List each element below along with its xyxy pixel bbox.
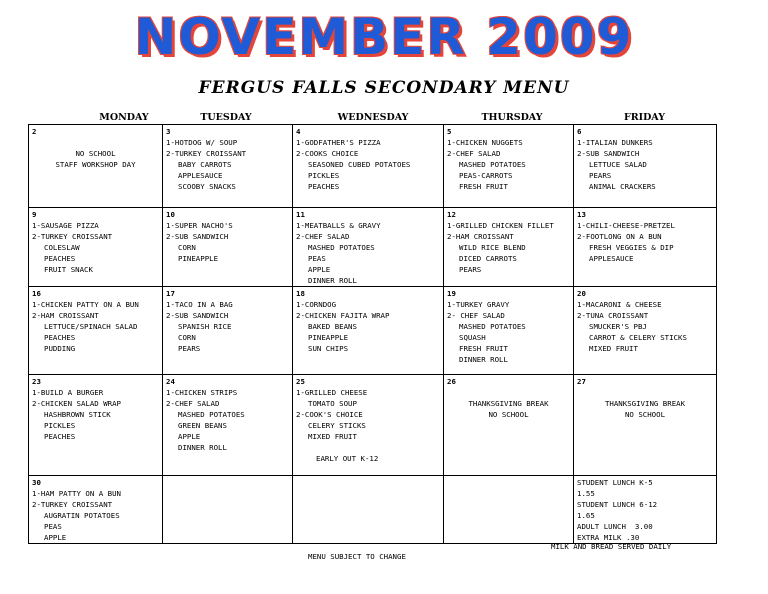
menu-option: 2-HAM CROISSANT — [32, 311, 99, 320]
menu-option: 2-TURKEY CROISSANT — [32, 500, 113, 509]
menu-side: PEARS — [178, 344, 201, 353]
menu-option: STUDENT LUNCH K-5 — [577, 478, 653, 487]
menu-side: PEAS — [44, 522, 62, 531]
menu-side: COLESLAW — [44, 243, 80, 252]
menu-side: FRESH VEGGIES & DIP — [589, 243, 674, 252]
early-out-note: EARLY OUT K-12 — [316, 454, 379, 463]
menu-side: MASHED POTATOES — [178, 410, 245, 419]
menu-option: EXTRA MILK .30 — [577, 533, 640, 542]
menu-side: PINEAPPLE — [308, 333, 349, 342]
menu-side: HASHBROWN STICK — [44, 410, 111, 419]
menu-side: FRESH FRUIT — [459, 344, 508, 353]
date-number: 20 — [577, 289, 586, 298]
day-cell — [163, 375, 293, 476]
menu-side: MASHED POTATOES — [308, 243, 375, 252]
date-number: 11 — [296, 210, 305, 219]
menu-option: 1-CHICKEN STRIPS — [166, 388, 238, 397]
menu-option: 2-CHICKEN SALAD WRAP — [32, 399, 121, 408]
date-number: 25 — [296, 377, 305, 386]
menu-side: SEASONED CUBED POTATOES — [308, 160, 411, 169]
menu-option: 1-SAUSAGE PIZZA — [32, 221, 99, 230]
menu-side: SQUASH — [459, 333, 486, 342]
menu-option: 2-CHEF SALAD — [166, 399, 220, 408]
menu-option: STUDENT LUNCH 6-12 — [577, 500, 658, 509]
menu-option: 1-HAM PATTY ON A BUN — [32, 489, 121, 498]
menu-option: 2-CHICKEN FAJITA WRAP — [296, 311, 390, 320]
menu-change-note: MENU SUBJECT TO CHANGE — [308, 552, 406, 561]
menu-side: APPLE — [178, 432, 201, 441]
day-cell — [444, 125, 574, 208]
date-number: 27 — [577, 377, 586, 386]
menu-side: LETTUCE SALAD — [589, 160, 647, 169]
date-number: 9 — [32, 210, 37, 219]
menu-option: 1-GRILLED CHEESE — [296, 388, 368, 397]
day-cell — [444, 287, 574, 375]
menu-option: ADULT LUNCH 3.00 — [577, 522, 653, 531]
day-cell — [444, 375, 574, 476]
menu-option: 1-TACO IN A BAG — [166, 300, 233, 309]
day-header-friday: FRIDAY — [623, 112, 665, 123]
menu-subtitle: FERGUS FALLS SECONDARY MENU — [198, 78, 570, 98]
menu-side: MASHED POTATOES — [459, 322, 526, 331]
menu-option: 1-TURKEY GRAVY — [447, 300, 510, 309]
date-number: 26 — [447, 377, 456, 386]
day-cell — [163, 287, 293, 375]
day-cell — [574, 208, 717, 287]
page-title: NOVEMBER 2009 — [134, 8, 634, 66]
date-number: 24 — [166, 377, 175, 386]
date-number: 30 — [32, 478, 41, 487]
day-cell — [444, 208, 574, 287]
menu-side: MASHED POTATOES — [459, 160, 526, 169]
menu-option: 2-TURKEY CROISSANT — [32, 232, 113, 241]
menu-side: CORN — [178, 333, 196, 342]
date-number: 5 — [447, 127, 452, 136]
menu-side: DICED CARROTS — [459, 254, 517, 263]
date-number: 23 — [32, 377, 41, 386]
day-cell — [574, 125, 717, 208]
menu-side: DINNER ROLL — [308, 276, 357, 285]
day-cell — [574, 476, 717, 544]
menu-side: SCOOBY SNACKS — [178, 182, 236, 191]
menu-side: BABY CARROTS — [178, 160, 232, 169]
menu-side: BAKED BEANS — [308, 322, 357, 331]
menu-side: PEACHES — [44, 254, 76, 263]
menu-option: 2-COOK'S CHOICE — [296, 410, 363, 419]
date-number: 16 — [32, 289, 41, 298]
menu-option: 1-HOTDOG W/ SOUP — [166, 138, 238, 147]
menu-side: PEACHES — [308, 182, 340, 191]
menu-option: 2-TUNA CROISSANT — [577, 311, 649, 320]
menu-side: MIXED FRUIT — [308, 432, 357, 441]
day-cell — [29, 287, 163, 375]
date-number: 10 — [166, 210, 175, 219]
week-row — [29, 287, 717, 375]
menu-option: 1-MACARONI & CHEESE — [577, 300, 662, 309]
menu-side: AUGRATIN POTATOES — [44, 511, 120, 520]
menu-side: APPLESAUCE — [589, 254, 634, 263]
day-cell — [293, 476, 444, 544]
day-header-thursday: THURSDAY — [481, 112, 543, 123]
menu-option: 1-CORNDOG — [296, 300, 337, 309]
date-number: 3 — [166, 127, 171, 136]
day-header-wednesday: WEDNESDAY — [337, 112, 409, 123]
day-header-monday: MONDAY — [99, 112, 149, 123]
menu-option: 2-SUB SANDWICH — [166, 311, 229, 320]
menu-option: 1-CHICKEN NUGGETS — [447, 138, 523, 147]
day-cell — [29, 476, 163, 544]
menu-side: SUN CHIPS — [308, 344, 349, 353]
menu-option: 1-GODFATHER'S PIZZA — [296, 138, 381, 147]
menu-option: 1-CHICKEN PATTY ON A BUN — [32, 300, 139, 309]
menu-option: 1-CHILI-CHEESE-PRETZEL — [577, 221, 675, 230]
menu-side: PEAS-CARROTS — [459, 171, 513, 180]
date-number: 2 — [32, 127, 37, 136]
day-cell — [293, 287, 444, 375]
week-row — [29, 125, 717, 208]
menu-option: 1.65 — [577, 511, 595, 520]
menu-side: CORN — [178, 243, 196, 252]
day-cell — [444, 476, 574, 544]
day-cell — [29, 125, 163, 208]
day-cell — [293, 125, 444, 208]
menu-side: CELERY STICKS — [308, 421, 366, 430]
week-row — [29, 208, 717, 287]
date-number: 18 — [296, 289, 305, 298]
day-cell — [29, 208, 163, 287]
menu-option: 1-GRILLED CHICKEN FILLET — [447, 221, 554, 230]
day-cell — [574, 287, 717, 375]
week-row — [29, 375, 717, 476]
menu-option: 2-CHEF SALAD — [296, 232, 350, 241]
menu-option: 1-ITALIAN DUNKERS — [577, 138, 653, 147]
day-cell — [163, 208, 293, 287]
day-notice: NO SCHOOL — [624, 410, 666, 419]
day-notice: THANKSGIVING BREAK — [468, 399, 549, 408]
menu-side: APPLE — [44, 533, 67, 542]
date-number: 4 — [296, 127, 301, 136]
week-row — [29, 476, 717, 544]
menu-option: 2- CHEF SALAD — [447, 311, 505, 320]
date-number: 13 — [577, 210, 586, 219]
menu-calendar — [28, 124, 717, 544]
menu-option: 2-SUB SANDWICH — [577, 149, 640, 158]
date-number: 6 — [577, 127, 582, 136]
menu-side: PEARS — [589, 171, 612, 180]
menu-side: PUDDING — [44, 344, 76, 353]
menu-side: PEACHES — [44, 432, 76, 441]
menu-option: 1-BUILD A BURGER — [32, 388, 104, 397]
menu-side: SMUCKER'S PBJ — [589, 322, 647, 331]
day-notice: NO SCHOOL — [75, 149, 116, 158]
day-cell — [293, 208, 444, 287]
menu-option: 1-MEATBALLS & GRAVY — [296, 221, 381, 230]
menu-option: 2-COOKS CHOICE — [296, 149, 359, 158]
menu-side: PEAS — [308, 254, 326, 263]
menu-side: PEACHES — [44, 333, 76, 342]
menu-side: APPLE — [308, 265, 331, 274]
menu-side: PINEAPPLE — [178, 254, 219, 263]
menu-side: WILD RICE BLEND — [459, 243, 526, 252]
day-header-tuesday: TUESDAY — [200, 112, 252, 123]
menu-side: CARROT & CELERY STICKS — [589, 333, 687, 342]
day-cell — [163, 476, 293, 544]
menu-option: 1.55 — [577, 489, 595, 498]
menu-side: MIXED FRUIT — [589, 344, 638, 353]
menu-side: PICKLES — [44, 421, 76, 430]
menu-option: 2-HAM CROISSANT — [447, 232, 514, 241]
menu-side: ANIMAL CRACKERS — [589, 182, 656, 191]
menu-option: 1-SUPER NACHO'S — [166, 221, 233, 230]
menu-side: TOMATO SOUP — [308, 399, 357, 408]
day-notice: THANKSGIVING BREAK — [604, 399, 686, 408]
menu-side: LETTUCE/SPINACH SALAD — [44, 322, 138, 331]
day-cell — [29, 375, 163, 476]
menu-option: 2-CHEF SALAD — [447, 149, 501, 158]
menu-side: FRUIT SNACK — [44, 265, 93, 274]
menu-side: APPLESAUCE — [178, 171, 223, 180]
date-number: 17 — [166, 289, 175, 298]
menu-option: 2-FOOTLONG ON A BUN — [577, 232, 662, 241]
menu-side: SPANISH RICE — [178, 322, 232, 331]
menu-option: 2-TURKEY CROISSANT — [166, 149, 247, 158]
date-number: 12 — [447, 210, 456, 219]
menu-side: PEARS — [459, 265, 482, 274]
day-cell — [293, 375, 444, 476]
menu-side: GREEN BEANS — [178, 421, 227, 430]
day-cell — [163, 125, 293, 208]
milk-bread-note: MILK AND BREAD SERVED DAILY — [551, 542, 672, 551]
menu-side: DINNER ROLL — [459, 355, 508, 364]
menu-option: 2-SUB SANDWICH — [166, 232, 229, 241]
day-cell — [574, 375, 717, 476]
menu-side: PICKLES — [308, 171, 340, 180]
day-notice: NO SCHOOL — [488, 410, 529, 419]
date-number: 19 — [447, 289, 456, 298]
day-notice: STAFF WORKSHOP DAY — [55, 160, 136, 169]
menu-side: DINNER ROLL — [178, 443, 227, 452]
menu-side: FRESH FRUIT — [459, 182, 508, 191]
